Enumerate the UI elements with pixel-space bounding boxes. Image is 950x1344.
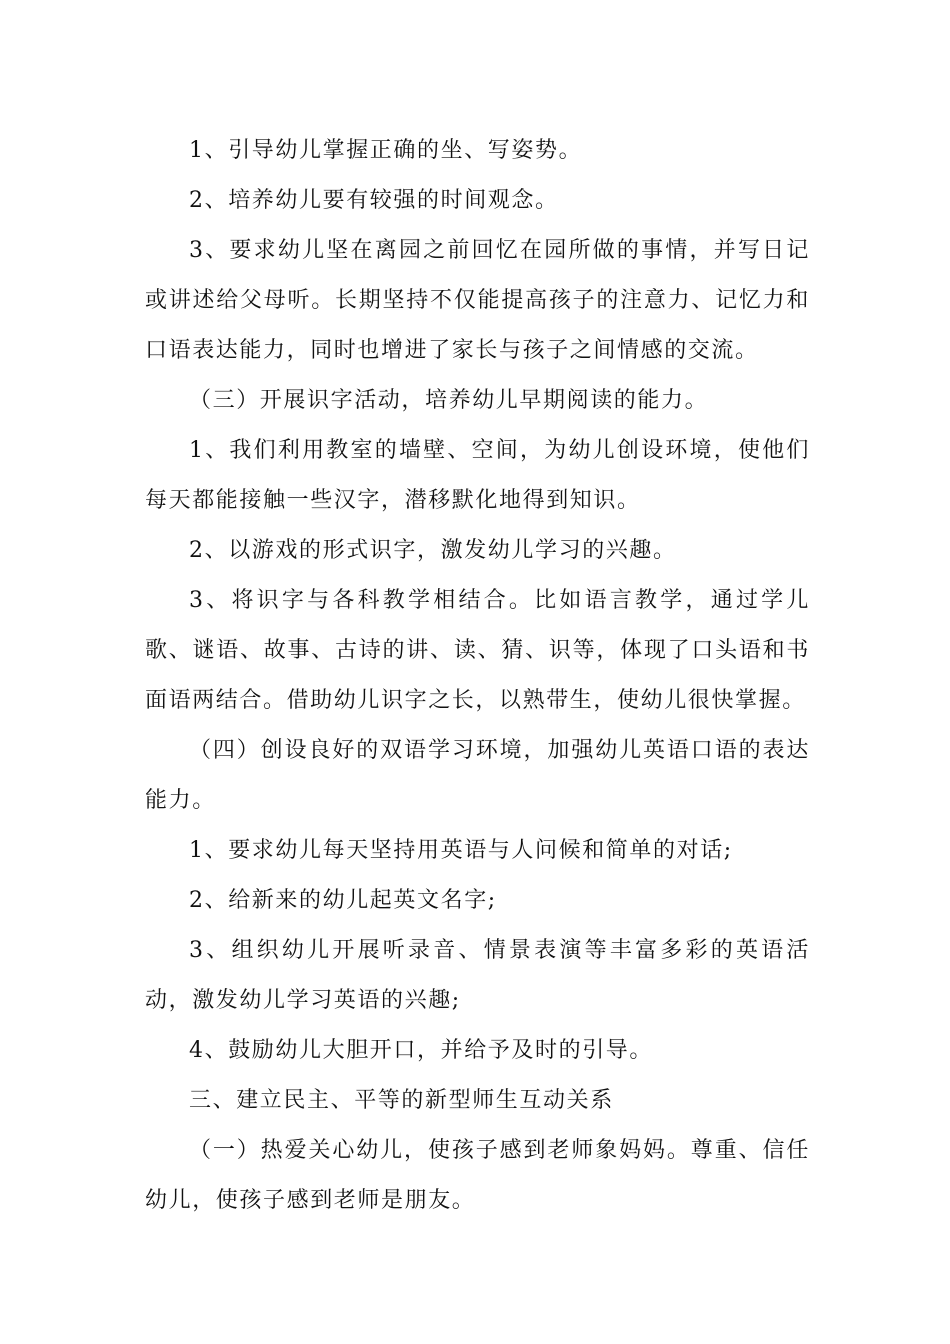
- document-body: [145, 126, 810, 1226]
- paragraph-encourage-speaking: 4、鼓励幼儿大胆开口，并给予及时的引导。: [189, 1038, 653, 1063]
- paragraph-english-greeting: 1、要求幼儿每天坚持用英语与人问候和简单的对话;: [189, 838, 733, 863]
- paragraph-writing-posture: 1、引导幼儿掌握正确的坐、写姿势。: [189, 138, 583, 163]
- paragraph-integrated-teaching: 3、将识字与各科教学相结合。比如语言教学，通过学儿歌、谜语、故事、古诗的讲、读、猜、识等，体现了口头语和书面语两结合。借助幼儿识字之长，以熟带生，使幼儿很快掌握。: [145, 588, 810, 713]
- paragraph-care-and-respect: （一）热爱关心幼儿，使孩子感到老师象妈妈。尊重、信任幼儿，使孩子感到老师是朋友。: [145, 1138, 810, 1213]
- paragraph-classroom-environment: 1、我们利用教室的墙壁、空间，为幼儿创设环境，使他们每天都能接触一些汉字，潜移默化地得到知识。: [145, 438, 810, 513]
- section-heading-teacher-relationship: 三、建立民主、平等的新型师生互动关系: [189, 1088, 614, 1113]
- paragraph-english-activities: 3、组织幼儿开展听录音、情景表演等丰富多彩的英语活动，激发幼儿学习英语的兴趣;: [145, 938, 810, 1013]
- paragraph-game-literacy: 2、以游戏的形式识字，激发幼儿学习的兴趣。: [189, 538, 677, 563]
- section-heading-bilingual: （四）创设良好的双语学习环境，加强幼儿英语口语的表达能力。: [145, 738, 810, 813]
- paragraph-english-names: 2、给新来的幼儿起英文名字;: [189, 888, 497, 913]
- paragraph-daily-recall: 3、要求幼儿坚在离园之前回忆在园所做的事情，并写日记或讲述给父母听。长期坚持不仅能提高孩子的注意力、记忆力和口语表达能力，同时也增进了家长与孩子之间情感的交流。: [145, 238, 810, 363]
- paragraph-time-concept: 2、培养幼儿要有较强的时间观念。: [189, 188, 559, 213]
- section-heading-literacy: （三）开展识字活动，培养幼儿早期阅读的能力。: [189, 388, 709, 413]
